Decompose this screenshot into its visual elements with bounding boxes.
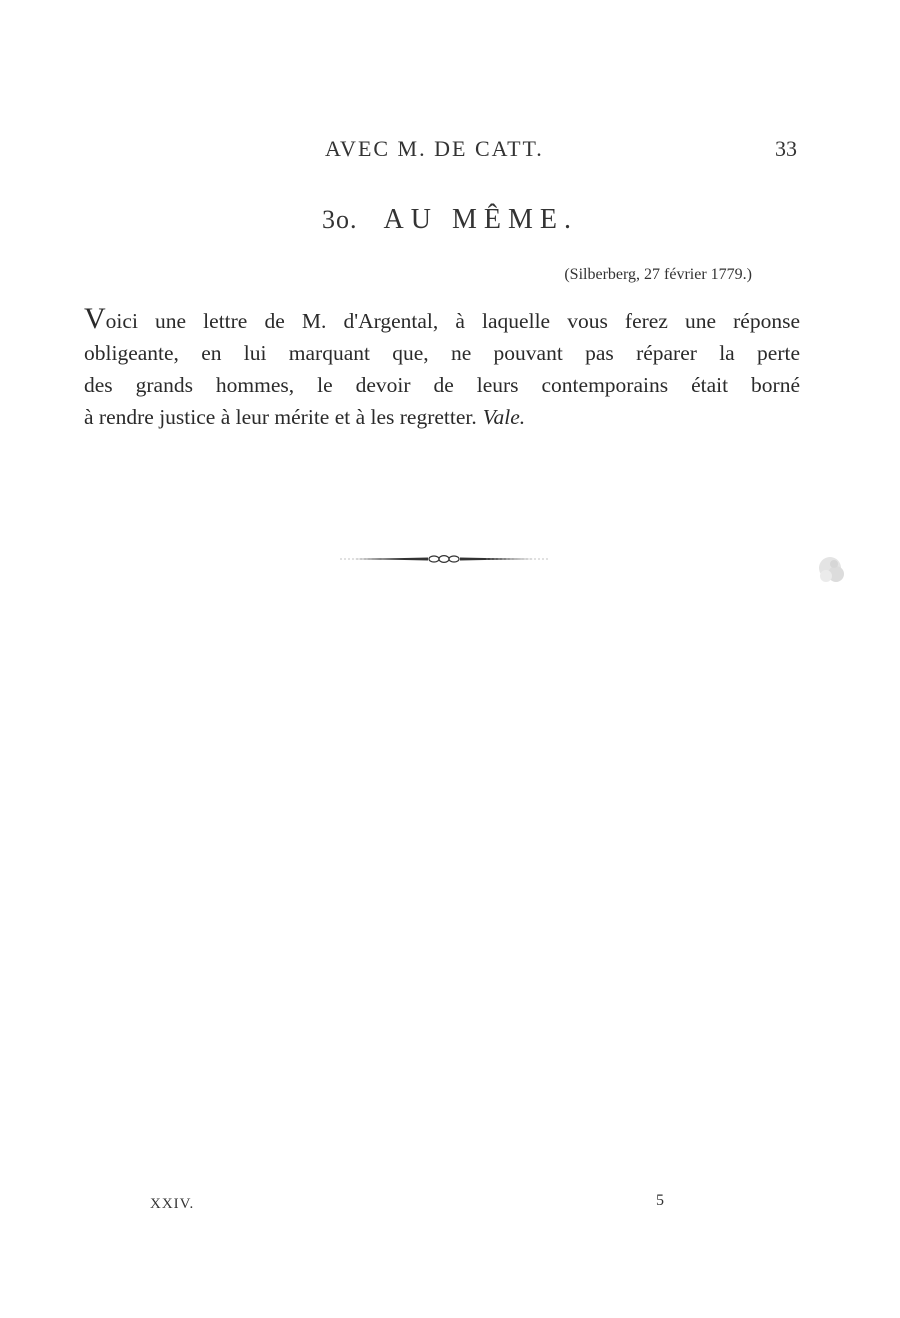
running-title: AVEC M. DE CATT. xyxy=(325,136,544,161)
letter-number: 3o. xyxy=(322,205,358,234)
ornamental-rule xyxy=(340,548,548,570)
paper-smudge xyxy=(808,548,856,596)
signature-mark: XXIV. xyxy=(150,1196,195,1212)
letter-body xyxy=(84,302,800,433)
page-number: 33 xyxy=(775,136,797,161)
body-line xyxy=(84,401,800,433)
letter-title: AU MÊME. xyxy=(383,204,578,235)
body-line-text: oici une lettre de M. d'Argental, à laquelle vous ferez une réponse xyxy=(105,309,800,333)
body-line: des grands hommes, le devoir de leurs contemporains était borné xyxy=(84,373,800,397)
running-head xyxy=(0,136,900,164)
dateline: (Silberberg, 27 février 1779.) xyxy=(564,266,752,283)
signoff: Vale. xyxy=(482,405,526,429)
letter-heading xyxy=(0,204,900,236)
body-line xyxy=(84,302,800,337)
body-line-text: à rendre justice à leur mérite et à les regretter. xyxy=(84,405,477,429)
sheet-number: 5 xyxy=(656,1192,664,1209)
body-line: obligeante, en lui marquant que, ne pouvant pas réparer la perte xyxy=(84,341,800,365)
drop-cap: V xyxy=(84,302,106,335)
